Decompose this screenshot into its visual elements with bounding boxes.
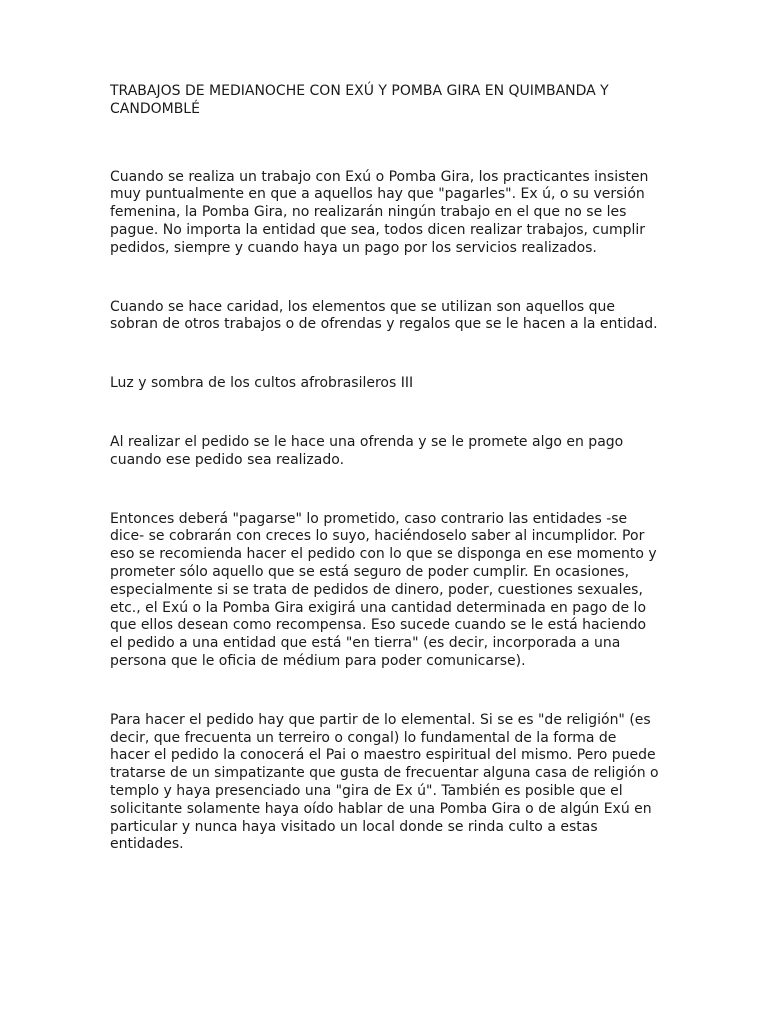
paragraph-payment: Cuando se realiza un trabajo con Exú o Pomba Gira, los practicantes insisten muy puntualmente en que a aquellos hay que "pagarles". Ex ú, o su versión femenina, la Pomba Gira, no realizarán ningún trabajo en el que no se les pague. No importa la entidad que sea, todos dicen realizar trabajos, cumplir pedidos, siempre y cuando haya un pago por los servicios realizados.	[110, 168, 649, 256]
section-subtitle: Luz y sombra de los cultos afrobrasileros III	[110, 375, 414, 392]
paragraph-charity: Cuando se hace caridad, los elementos que se utilizan son aquellos que sobran de otros trabajos o de ofrendas y regalos que se le hacen a la entidad.	[110, 298, 658, 333]
paragraph-offering: Al realizar el pedido se le hace una ofrenda y se le promete algo en pago cuando ese pedido sea realizado.	[110, 433, 624, 468]
document-body	[110, 83, 660, 895]
paragraph-obligation: Entonces deberá "pagarse" lo prometido, caso contrario las entidades -se dice- se cobrarán con creces lo suyo, haciéndoselo saber al incumplidor. Por eso se recomienda hacer el pedido con lo que se disponga en ese momento y prometer sólo aquello que se está seguro de poder cumplir. En ocasiones, especialmente si se trata de pedidos de dinero, poder, cuestiones sexuales, etc., el Exú o la Pomba Gira exigirá una cantidad determinada en pago de lo que ellos desean como recompensa. Eso sucede cuando se le está haciendo el pedido a una entidad que está "en tierra" (es decir, incorporada a una persona que le oficia de médium para poder comunicarse).	[110, 510, 657, 669]
document-title: TRABAJOS DE MEDIANOCHE CON EXÚ Y POMBA GIRA EN QUIMBANDA Y CANDOMBLÉ	[110, 83, 609, 117]
paragraph-request: Para hacer el pedido hay que partir de lo elemental. Si se es "de religión" (es decir, que frecuenta un terreiro o congal) lo fundamental de la forma de hacer el pedido la conocerá el Pai o maestro espiritual del mismo. Pero puede tratarse de un simpatizante que gusta de frecuentar alguna casa de religión o templo y haya presenciado una "gira de Ex ú". También es posible que el solicitante solamente haya oído hablar de una Pomba Gira o de algún Exú en particular y nunca haya visitado un local donde se rinda culto a estas entidades.	[110, 711, 659, 853]
